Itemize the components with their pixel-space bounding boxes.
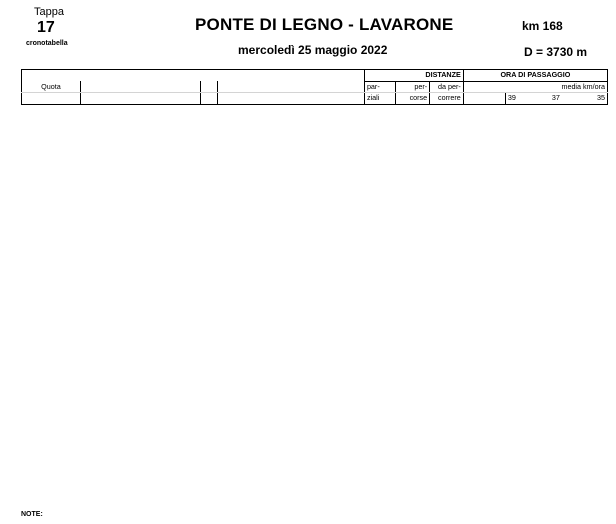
tappa-number: 17 [37,19,55,36]
media-header: media km/ora [463,81,607,93]
speed-header-1: 39 [505,93,539,105]
stage-distance: km 168 [522,19,563,33]
speed-header-3: 35 [573,93,608,105]
percorse-header-a: per- [396,81,430,93]
table-header [22,70,608,105]
speed-header-2: 37 [539,93,573,105]
route-table [21,69,608,105]
tappa-label: Tappa [34,6,64,18]
da-percorrere-header-b: correre [430,93,464,105]
percorse-header-b: corse [396,93,430,105]
quota-header: Quota [22,81,81,93]
passing-time-header: ORA DI PASSAGGIO [463,70,607,82]
elevation-gain: D = 3730 m [524,45,588,59]
da-percorrere-header-a: da per- [430,81,464,93]
stage-date: mercoledì 25 maggio 2022 [238,43,388,57]
distances-header: DISTANZE [364,70,463,82]
parziali-header-a: par- [364,81,396,93]
notes-label: NOTE: [21,511,43,518]
page-title: PONTE DI LEGNO - LAVARONE [195,15,454,34]
cronotabella-label: cronotabella [26,40,68,47]
parziali-header-b: ziali [364,93,396,105]
